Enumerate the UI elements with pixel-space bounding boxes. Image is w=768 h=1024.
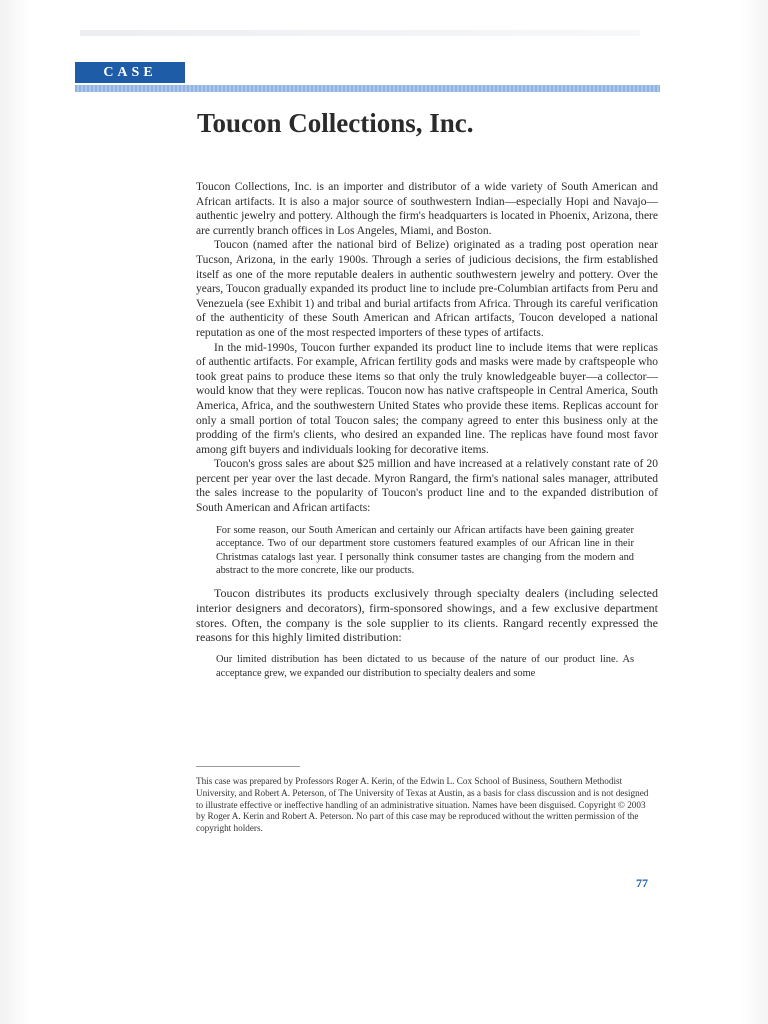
paragraph-distribution: Toucon distributes its products exclusively through specialty dealers (including selected interior designers and decorators), firm-sponsored showings, and a few exclusive department stores. Often, the company is the sole supplier to its clients. Rangard recently expressed the reasons for this highly limited distribution: <box>196 586 658 645</box>
case-body <box>196 180 658 688</box>
paragraph-history: Toucon (named after the national bird of Belize) originated as a trading post operation near Tucson, Arizona, in the early 1900s. Through a series of judicious decisions, the firm established itself as one of the more reputable dealers in authentic southwestern jewelry and pottery. Over the years, Toucon gradually expanded its product line to include pre-Columbian artifacts from Peru and Venezuela (see Exhibit 1) and tribal and burial artifacts from Africa. Through its careful verification of the authenticity of these South American and African artifacts, Toucon developed a national reputation as one of the most respected importers of these types of artifacts. <box>196 239 658 339</box>
block-quote-acceptance: For some reason, our South American and certainly our African artifacts have been gaining greater acceptance. Two of our department store customers featured examples of our African line in their Christmas catalogs last year. I personally think consumer tastes are changing from the modern and abstract to the more concrete, like our products. <box>216 524 634 577</box>
paragraph-sales: Toucon's gross sales are about $25 million and have increased at a relatively constant rate of 20 percent per year over the last decade. Myron Rangard, the firm's national sales manager, attributed the sales increase to the popularity of Toucon's product line and to the expanded distribution of South American and African artifacts: <box>196 458 658 515</box>
case-title: Toucon Collections, Inc. <box>197 108 474 138</box>
footnote: This case was prepared by Professors Roger A. Kerin, of the Edwin L. Cox School of Business, Southern Methodist University, and Robert A. Peterson, of The University of Texas at Austin, as a basis for class discussion and is not designed to illustrate effective or ineffective handling of an administrative situation. Names have been disguised. Copyright © 2003 by Roger A. Kerin and Robert A. Peterson. No part of this case may be reproduced without the written permission of the copyright holders. <box>196 776 649 834</box>
paragraph-intro: Toucon Collections, Inc. is an importer and distributor of a wide variety of South American and African artifacts. It is also a major source of southwestern Indian—especially Hopi and Navajo—authentic jewelry and pottery. Although the firm's headquarters is located in Phoenix, Arizona, there are currently branch offices in Los Angeles, Miami, and Boston. <box>196 181 658 237</box>
paragraph-replicas: In the mid-1990s, Toucon further expanded its product line to include items that were replicas of authentic artifacts. For example, African fertility gods and masks were made by craftspeople who took great pains to produce these items so that only the truly knowledgeable buyer—a collector—would know that they were replicas. Toucon now has native craftspeople in Central America, South America, Africa, and the southwestern United States who provide these items. Replicas account for only a small portion of total Toucon sales; the company agreed to enter this business only at the prodding of the firm's clients, who desired an expanded line. The replicas have found most favor among gift buyers and individuals looking for decorative items. <box>196 341 658 456</box>
footnote-divider <box>196 766 300 767</box>
block-quote-limited-distribution: Our limited distribution has been dictated to us because of the nature of our product line. As acceptance grew, we expanded our distribution to specialty dealers and some <box>216 654 634 679</box>
case-header-rule <box>75 85 660 92</box>
faint-running-header <box>80 30 640 36</box>
case-label: CASE <box>75 62 185 83</box>
page-number: 77 <box>636 876 648 890</box>
